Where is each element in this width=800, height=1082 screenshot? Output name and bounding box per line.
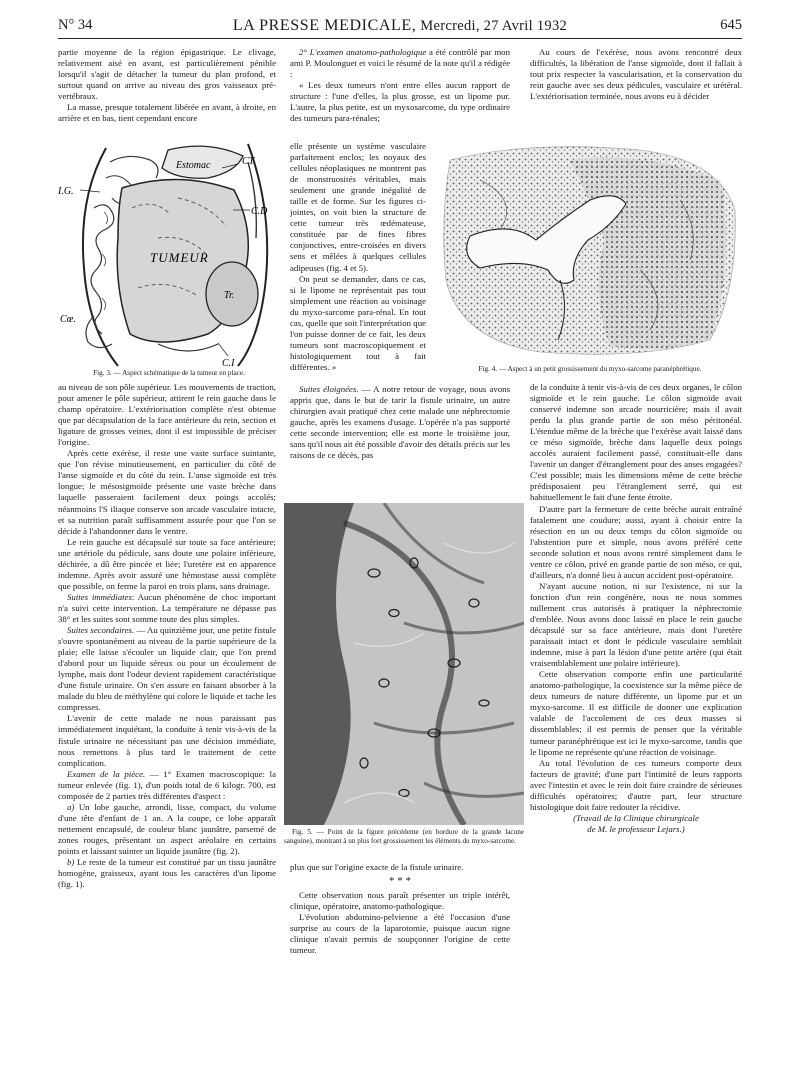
figure-4-caption: Fig. 4. — Aspect à un petit grossissement du myxo-sarcome paranéphrétique. — [478, 365, 702, 373]
paragraph: partie moyenne de la région épigastrique. Le clivage, relativement aisé en avant, est particulièrement pénible lorsqu'il s'agit de détacher la tumeur du plan profond, et surtout quand on arrive au niveau des gros vaisseaux pré-vertébraux. — [58, 47, 276, 102]
col2-bottom-text — [290, 862, 510, 1042]
page-header — [58, 17, 742, 39]
paragraph: Au cours de l'exérèse, nous avons rencontré deux difficultés, la libération de l'anse sigmoïde, dont il fallait à tout prix respecter la vascularisation, et la conservation du rein gauche avec ses deux pédicules, vasculaire et urétéral. L'extériorisation terminée, nous avons eu à décider — [530, 47, 742, 102]
figure-3-caption: Fig. 3. — Aspect schématique de la tumeur en place. — [93, 369, 245, 377]
journal-masthead — [58, 17, 742, 35]
col2-suites-text — [290, 384, 510, 499]
paragraph: Examen de la pièce. — 1° Examen macroscopique: la tumeur enlevée (fig. 1), d'un poids total de 6 kilogr. 700, est composée de 2 parties très différentes d'aspect : — [58, 768, 276, 801]
label-coe: Cœ. — [60, 314, 76, 325]
section-label: Suites éloignées. — [299, 384, 359, 394]
col3-top-text — [530, 47, 742, 137]
paragraph: N'ayant aucune notion, ni sur l'existence, ni sur la fonction d'un rein congénère, nous ne nous sommes nullement crus autorisés à pratiquer la néphrectomie d'emblée. Nous avons donc laissé en place le rein gauche décapsulé sur sa face antérieure, mais dont l'uretère paraissait intact et dont le pédicule vasculaire semblait indemne, mise à part la lésion d'une petite artère (qui était vraisemblablement une polaire inférieure). — [530, 580, 742, 669]
paragraph: La masse, presque totalement libérée en avant, à droite, en arrière et en bas, tient cependant encore — [58, 102, 276, 124]
paragraph: Cette observation nous paraît présenter un triple intérêt, clinique, opératoire, anatomo-pathologique. — [290, 890, 510, 912]
paragraph: Le rein gauche est décapsulé sur toute sa face antérieure; une artériole du pédicule, sans doute une polaire inférieure, déchirée, a dû être pincée et liée; l'uretère est en apparence indemne. Après avoir assuré une hémostase aussi complète que possible, on ferme la paroi en trois plans, sans drainage. — [58, 536, 276, 591]
col1-top-text — [58, 47, 276, 135]
anatomy-schematic — [58, 138, 280, 370]
figure-4-micrograph — [440, 140, 740, 362]
micrograph-low-magnification — [440, 140, 740, 362]
section-label: Suites secondaires. — [67, 625, 135, 636]
label-tumeur: TUMEUR — [150, 250, 209, 265]
section-separator: * * * — [389, 875, 411, 888]
paragraph: elle présente un système vasculaire parfaitement enclos; les noyaux des cellules néoplasiques ne montrent pas de monstruosités véritables, mais seulement une grande inégalité de taille et de forme. Sur les figures ci-jointes, on voit bien la structure de cette tumeur très œdémateuse, constituée par de fines fibres conjonctives, entre-croisées en divers sens et mêlées à quelques cellules adipeuses (fig. 4 et 5). — [290, 141, 426, 273]
section-label: 2° L'examen anatomo-pathologique — [299, 47, 427, 57]
paragraph: D'autre part la fermeture de cette brèche aurait entraîné fatalement une coudure; aussi, ayant à choisir entre la résection en un ou deux temps du côlon sigmoïde ou l'abstention pure et simple, nous avons préféré cette seconde solution et nous avons rentré simplement dans le ventre ce côlon, privé en grande partie de son méso, ce qui, d'ailleurs, n'a donné lieu à aucun accident post-opératoire. — [530, 503, 742, 580]
page-number: 645 — [720, 17, 742, 33]
paragraph: Suites secondaires. — Au quinzième jour, une petite fistule s'ouvre spontanément au niveau de la partie supérieure de la plaie; elle laisse s'écouler un liquide clair, que l'on prend d'abord pour un liquide séreux ou pour un écoulement de lymphe, mais dont l'odeur devient rapidement caractéristique d'une fistule urinaire. On s'en assure en faisant absorber à la malade du bleu de méthylène qui colore le liquide et tache les compresses. — [58, 625, 276, 713]
paragraph: « Les deux tumeurs n'ont entre elles aucun rapport de structure : l'une d'elles, la plus grosse, est un lipome pur. L'autre, la plus petite, est un myxosarcome, du type ordinaire des tumeurs para-rénales; — [290, 80, 510, 124]
label-tr: Tr. — [224, 290, 235, 301]
figure-5-caption: Fig. 5. — Point de la figure précédente (en bordure de la grande lacune sanguine), montrant à un plus fort grossissement les éléments du myxo-sarcome. — [284, 828, 524, 845]
figure-5-micrograph — [284, 503, 524, 825]
paragraph: Suites immédiates: Aucun phénomène de choc important n'a suivi cette intervention. La température ne dépasse pas 38° et les suites sont somme toute des plus simples. — [58, 591, 276, 624]
paragraph: 2° L'examen anatomo-pathologique a été contrôlé par mon ami P. Moulonguet et voici le résumé de la note qu'il a rédigée : — [290, 47, 510, 80]
label-cd: C.D — [251, 206, 268, 217]
journal-name: LA PRESSE MEDICALE, — [232, 17, 417, 34]
leader-ci — [218, 343, 228, 356]
section-label: Examen de la pièce. — [67, 768, 146, 779]
col3-main-text — [530, 382, 742, 1042]
paragraph: Au total l'évolution de ces tumeurs comporte deux facteurs de gravité; d'une part l'intimité de leurs rapports avec l'intestin et avec le rein doit faire craindre de sérieuses difficultés opératoires; d'autre part, leur structure histologique doit faire redouter la récidive. — [530, 757, 742, 812]
paragraph: au niveau de son pôle supérieur. Les mouvements de traction, pour amener le pôle supérieur, attirent le rein gauche dans le champ opératoire. L'extériorisation complète n'est obtenue que par décapsulation de la face antérieure du rein, section et ligature de grosses veines, dont il est impossible de préciser l'origine. — [58, 382, 276, 448]
signature-line: de M. le professeur Lejars.) — [587, 823, 685, 834]
paragraph: Après cette exérèse, il reste une vaste surface suintante, que l'on révise minutieusement, en particulier du côté de l'anse sigmoïde et du côté du rein. L'anse sigmoïde est très longue; le mésosigmoïde présente une vaste brèche dans laquelle passeraient facilement deux poings accolés; néanmoins l'S iliaque conserve son arcade vasculaire intacte, et sa nutrition paraît suffisamment assurée pour que l'on se décide à l'abandonner dans le ventre. — [58, 448, 276, 536]
label-ci: C.I — [222, 358, 235, 369]
paragraph: On peut se demander, dans ce cas, si le lipome ne représentait pas tout simplement une réaction au voisinage du myxo-sarcome para-rénal. En tout cas, quelle que soit l'interprétation que l'on puisse donner de ce fait, les deux tumeurs sont macroscopiquement et histologiquement tout à fait différentes. » — [290, 273, 426, 372]
paragraph: plus que sur l'origine exacte de la fistule urinaire. — [290, 862, 464, 872]
paragraph: L'évolution abdomino-pelvienne a été l'occasion d'une surprise au cours de la laparotomie, puisque aucun signe clinique n'avait permis de soupçonner l'origine de cette tumeur. — [290, 912, 510, 956]
paragraph: L'avenir de cette malade ne nous paraissant pas immédiatement inquiétant, la conduite à tenir vis-à-vis de la fistule urinaire ne nécessitant pas une décision immédiate, nous remettons à plus tard le traitement de cette complication. — [58, 713, 276, 768]
issue-number: N° 34 — [58, 17, 93, 33]
label-ig: I.G. — [58, 186, 74, 197]
micrograph-high-magnification — [284, 503, 524, 825]
paragraph: de la conduite à tenir vis-à-vis de ces deux organes, le côlon sigmoïde et le rein gauche. Le côlon sigmoïde avait conservé indemne son arcade nourricière; mais il avait perdu la plus grande partie de son méso péritonéal. L'étendue même de la brèche que l'exérèse avait laissé dans ce méso sigmoïde, brèche dans laquelle deux poings accolés auraient facilement passé, constituait-elle dans l'avenir un danger d'étranglement pour des anses engagées? C'est possible; mais les dimensions même de cette brèche prédisposaient peu l'étranglement serré, qui est habituellement le fait d'une fente étroite. — [530, 382, 742, 503]
paragraph: Suites éloignées. — A notre retour de voyage, nous avons appris que, dans le but de tarir la fistule urinaire, un autre chirurgien avait pratiqué chez cette malade une néphrectomie gauche, après les examens d'usage. L'opérée n'a pas supporté cette seconde intervention; elle est morte le troisième jour, sans qu'il nous ait été possible d'avoir des détails précis sur les raisons de ce décès, pas — [290, 384, 510, 461]
paragraph: b) Le reste de la tumeur est constitué par un tissu jaunâtre homogène, graisseux, ayant tous les caractères d'un lipome (fig. 1). — [58, 857, 276, 890]
paragraph: Cette observation comporte enfin une particularité anatomo-pathologique, la coexistence sur la même pièce de deux tumeurs de nature différente, un lipome pur et un myxo-sarcome. Il est difficile de donner une explication valable de l'accolement de ces deux masses si dissemblables; il est permis de penser que la véritable tumeur paranéphrétique est ici le myxo-sarcome, tandis que le lipome ne représente qu'une réaction de voisinage. — [530, 669, 742, 757]
col1-main-text — [58, 382, 276, 1042]
paragraph: a) Un lobe gauche, arrondi, lisse, compact, du volume d'une tête d'enfant de 1 an. A la coupe, ce lobe apparaît nettement encapsulé, de couleur blanc jaunâtre, parsemé de zones rouges, présentant un aspect aréolaire en certains points et laissant suinter un liquide jaunâtre (fig. 2). — [58, 801, 276, 856]
section-label: Suites immédiates — [67, 591, 132, 602]
col2-narrow-text — [290, 141, 426, 383]
issue-date: Mercredi, 27 Avril 1932 — [420, 18, 568, 34]
label-estomac: Estomac — [176, 160, 211, 171]
col2-top-text — [290, 47, 510, 142]
signature-line: (Travail de la Clinique chirurgicale — [573, 812, 699, 823]
label-ct: CT — [242, 156, 255, 167]
figure-3-diagram — [58, 138, 280, 370]
